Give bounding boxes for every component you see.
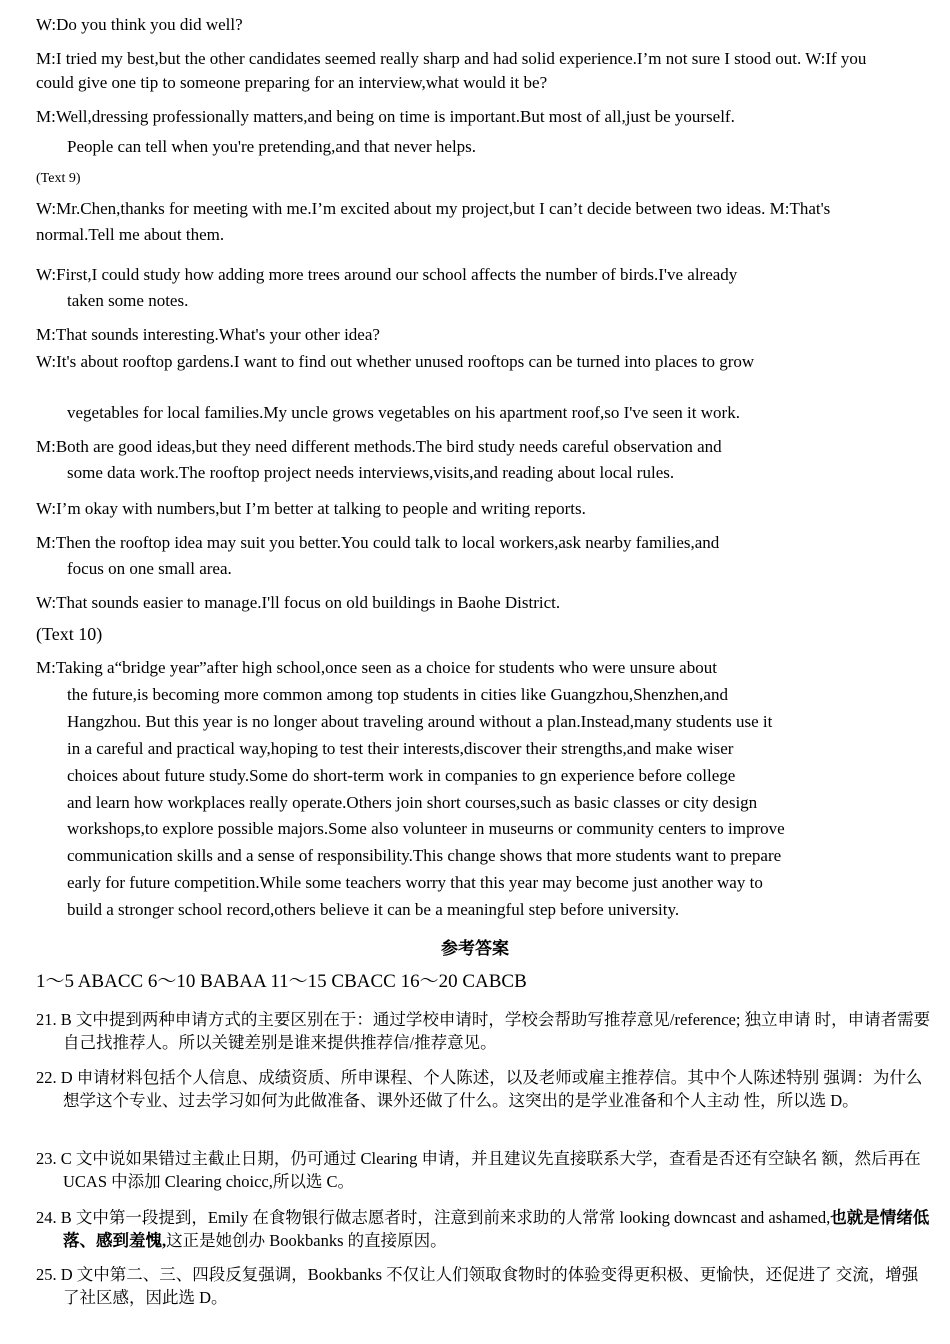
monologue-line: early for future competition.While some teachers worry that this year may become just another way to	[67, 873, 763, 893]
explanation-24-tail: 这正是她创办 Bookbanks 的直接原因。	[166, 1231, 447, 1250]
dialogue-line-continuation: vegetables for local families.My uncle grows vegetables on his apartment roof,so I've seen it work.	[67, 403, 740, 422]
explanation-24-emphasis: 也就是情绪低落、感到羞愧,	[63, 1208, 930, 1250]
dialogue-line: W:Do you think you did well?	[36, 15, 243, 34]
monologue-line: build a stronger school record,others believe it can be a meaningful step before university.	[67, 900, 680, 920]
dialogue-line	[36, 262, 906, 314]
monologue-line: in a careful and practical way,hoping to test their interests,discover their strengths,and make wiser	[67, 738, 734, 758]
dialogue-line	[36, 104, 906, 160]
monologue-paragraph	[36, 655, 906, 924]
text-marker: (Text 10)	[36, 624, 103, 644]
monologue-line: M:Taking a“bridge year”after high school,once seen as a choice for students who were unsure about	[36, 658, 717, 677]
explanation-25: 25. D 文中第二、三、四段反复强调，Bookbanks 不仅让人们领取食物时的体验变得更积极、更愉快，还促进了 交流，增强了社区感，因此选 D。	[36, 1265, 919, 1307]
dialogue-line-part: M:Well,dressing professionally matters,and being on time is important.But most of all,just be yourself.	[36, 107, 735, 126]
dialogue-line-part: M:Both are good ideas,but they need different methods.The bird study needs careful observation and	[36, 437, 722, 456]
dialogue-line: W:It's about rooftop gardens.I want to find out whether unused rooftops can be turned into places to grow	[36, 352, 755, 371]
monologue-line: Hangzhou. But this year is no longer about traveling around without a plan.Instead,many students use it	[67, 711, 773, 731]
monologue-line: choices about future study.Some do short-term work in companies to gn experience before college	[67, 765, 736, 785]
explanation-23: 23. C 文中说如果错过主截止日期，仍可通过 Clearing 申请，并且建议先直接联系大学，查看是否还有空缺名 额，然后再在 UCAS 中添加 Clearing choicc,所以选 C。	[36, 1149, 921, 1191]
monologue-line: communication skills and a sense of responsibility.This change shows that more students want to prepare	[67, 846, 782, 866]
dialogue-line-continuation: People can tell when you're pretending,and that never helps.	[67, 137, 477, 156]
dialogue-line-part: W:First,I could study how adding more trees around our school affects the number of birds.I've already	[36, 265, 738, 284]
explanation-22: 22. D 申请材料包括个人信息、成绩资质、所申课程、个人陈述，以及老师或雇主推荐信。其中个人陈述特别 强调：为什么想学这个专业、过去学习如何为此做准备、课外还做了什么。这突出的是学业准备和个人主动 性，所以选 D。	[36, 1068, 923, 1110]
dialogue-line-continuation: focus on one small area.	[67, 559, 232, 578]
monologue-line: workshops,to explore possible majors.Some also volunteer in museurns or community centers to improve	[67, 819, 785, 839]
dialogue-line	[36, 530, 906, 582]
monologue-line: and learn how workplaces really operate.Others join short courses,such as basic classes or city design	[67, 792, 758, 812]
dialogue-line-continuation: some data work.The rooftop project needs interviews,visits,and reading about local rules.	[67, 463, 675, 482]
explanation-24	[36, 1206, 933, 1252]
monologue-line: the future,is becoming more common among top students in cities like Guangzhou,Shenzhen,and	[67, 684, 728, 704]
dialogue-line-part: M:Then the rooftop idea may suit you better.You could talk to local workers,ask nearby families,and	[36, 533, 720, 552]
dialogue-line	[36, 400, 906, 426]
dialogue-line: M:I tried my best,but the other candidates seemed really sharp and had solid experience.I’m not sure I stood out. W:If you could give one tip to someone preparing for an interview,what would it be?	[36, 49, 867, 92]
dialogue-line: W:I’m okay with numbers,but I’m better at talking to people and writing reports.	[36, 499, 586, 518]
answer-key: 1～5 ABACC 6～10 BABAA 11～15 CBACC 16～20 CABCB	[36, 971, 527, 992]
dialogue-line: M:That sounds interesting.What's your other idea?	[36, 325, 380, 344]
explanation-21: 21. B 文中提到两种申请方式的主要区别在于：通过学校申请时，学校会帮助写推荐意见/reference; 独立申请 时，申请者需要自己找推荐人。所以关键差别是谁来提供推荐信/推荐意见。	[36, 1010, 931, 1052]
answer-heading: 参考答案	[441, 939, 509, 958]
explanation-24-text: 24. B 文中第一段提到，Emily 在食物银行做志愿者时，注意到前来求助的人常常 looking downcast and ashamed,	[36, 1208, 831, 1227]
dialogue-line: W:Mr.Chen,thanks for meeting with me.I’m excited about my project,but I can’t decide between two ideas. M:That's normal.Tell me about them.	[36, 199, 831, 244]
dialogue-line: W:That sounds easier to manage.I'll focus on old buildings in Baohe District.	[36, 593, 561, 612]
text-marker: (Text 9)	[36, 171, 81, 186]
dialogue-line	[36, 434, 906, 486]
dialogue-line-continuation: taken some notes.	[67, 291, 189, 310]
